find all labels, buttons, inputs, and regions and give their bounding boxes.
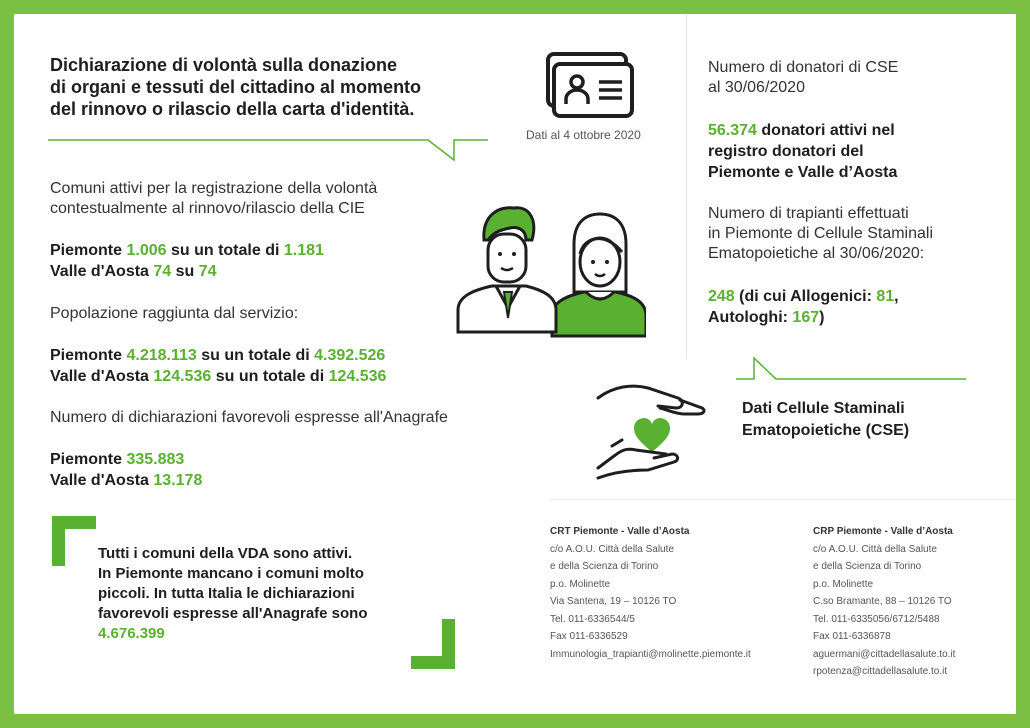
popolazione-label: Popolazione raggiunta dal servizio: <box>50 305 299 322</box>
donatori-value: 56.374 donatori attivi nel registro donatori del Piemonte e Valle d’Aosta <box>708 122 898 181</box>
bracket-bottom-right-v <box>442 619 455 669</box>
dichiarazioni-piemonte: Piemonte 335.883 <box>50 451 185 468</box>
comuni-values <box>50 240 324 282</box>
data-date: Dati al 4 ottobre 2020 <box>526 128 641 142</box>
popolazione-values <box>50 345 386 387</box>
people-icon <box>456 200 646 340</box>
note-value: 4.676.399 <box>98 625 165 642</box>
trapianti-label: Numero di trapianti effettuati in Piemonte di Cellule Staminali Ematopoietiche al 30/06/2020: <box>708 205 933 262</box>
crp-email-link-1[interactable]: aguermani@cittadellasalute.to.it <box>813 648 956 660</box>
crt-email-link[interactable]: Immunologia_trapianti@molinette.piemonte.it <box>550 648 751 660</box>
cse-section-title: Dati Cellule Staminali Ematopoietiche (CSE) <box>742 400 910 439</box>
id-card-icon <box>544 52 636 120</box>
dichiarazioni-vda: Valle d'Aosta 13.178 <box>50 472 203 489</box>
dichiarazioni-label: Numero di dichiarazioni favorevoli espresse all'Anagrafe <box>50 409 448 426</box>
contact-crt: CRT Piemonte - Valle d’Aosta c/o A.O.U. Città della Salute e della Scienza di Torino p.o. Molinette Via Santena, 19 – 10126 TO Tel. 011-6336544/5 Fax 011-6336529 Immunologia_trapianti@molinette.piemonte.it <box>550 523 790 663</box>
comuni-label: Comuni attivi per la registrazione della volontà contestualmente al rinnovo/rilascio della CIE <box>50 180 378 217</box>
donatori-label: Numero di donatori di CSE al 30/06/2020 <box>708 59 899 96</box>
contacts-divider <box>549 499 1016 500</box>
contact-crp: CRP Piemonte - Valle d’Aosta c/o A.O.U. Città della Salute e della Scienza di Torino p.o. Molinette C.so Bramante, 88 – 10126 TO Tel. 011-6335056/6712/5488 Fax 011-6336878 aguermani@cittadellasalute.to.it rpotenza@cittadellasalute.to.it <box>813 523 1008 681</box>
dichiarazioni-values <box>50 449 202 491</box>
crp-email-link-2[interactable]: rpotenza@cittadellasalute.to.it <box>813 666 948 677</box>
title-divider <box>48 138 488 166</box>
popolazione-vda: Valle d'Aosta 124.536 su un totale di 124.536 <box>50 368 387 385</box>
page-title: Dichiarazione di volontà sulla donazione di organi e tessuti del cittadino al momento del rinnovo o rilascio della carta d'identità. <box>50 55 422 119</box>
bracket-top-left-v <box>52 516 65 566</box>
hands-heart-icon <box>596 378 708 480</box>
trapianti-value: 248 (di cui Allogenici: 81, Autologhi: 167) <box>708 288 899 326</box>
comuni-vda: Valle d'Aosta 74 su 74 <box>50 263 217 280</box>
note-box: Tutti i comuni della VDA sono attivi. In Piemonte mancano i comuni molto piccoli. In tutta Italia le dichiarazioni favorevoli espresse all'Anagrafe sono 4.676.399 <box>98 544 428 644</box>
infographic-page <box>14 14 1016 714</box>
cse-divider <box>736 354 966 382</box>
column-divider <box>686 14 687 359</box>
popolazione-piemonte: Piemonte 4.218.113 su un totale di 4.392.526 <box>50 347 386 364</box>
comuni-piemonte: Piemonte 1.006 su un totale di 1.181 <box>50 242 324 259</box>
